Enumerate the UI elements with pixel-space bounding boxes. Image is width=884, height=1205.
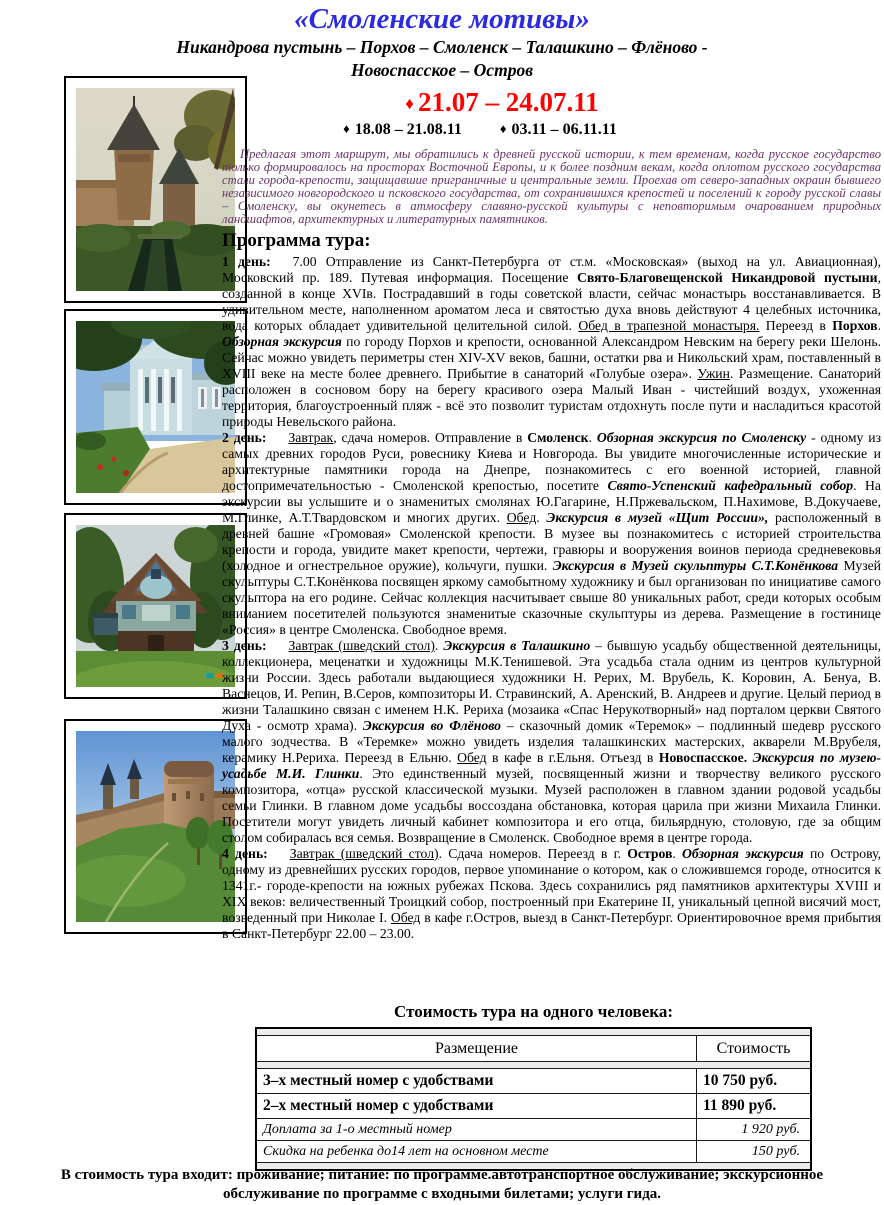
manor-house-illustration [76, 321, 235, 493]
route-line-2: Новоспасское – Остров [350, 60, 534, 80]
pricing-heading: Стоимость тура на одного человека: [394, 1002, 673, 1021]
room-type-cell: Скидка на ребенка до14 лет на основном месте [256, 1141, 697, 1163]
main-text-column [222, 148, 881, 942]
table-row [256, 1119, 811, 1141]
diamond-icon: ♦ [343, 121, 350, 136]
day-4-paragraph: 4 день: Завтрак (шведский стол). Сдача номеров. Переезд в г. Остров. Обзорная экскурсия по Острову, одному из древнейших русских городов, первое упоминание о котором, как о сложившемся городе, относится к 1341г.- городе-крепости на южных рубежах Пскова. Здесь сохранились ряд памятников архитектуры XVIII и XIX веков: величественный Троицкий собор, построенный при Екатерине II, уникальный цепной висячий мост, возведенный при Николае I. Обед в кафе г.Остров, выезд в Санкт-Петербург. Ориентировочное время прибытия в Санкт-Петербург 22.00 – 23.00. [222, 846, 882, 941]
pricing-header-row [256, 1036, 811, 1062]
date-option-2 [500, 121, 617, 138]
filler-row [256, 1028, 811, 1036]
diamond-icon: ♦ [405, 94, 414, 113]
page-title: «Смоленские мотивы» [294, 3, 590, 35]
date-text: 18.08 – 21.08.11 [354, 121, 462, 138]
price-cell: 1 920 руб. [697, 1119, 812, 1141]
route-line-1: Никандрова пустынь – Порхов – Смоленск – Талашкино – Флёново - [176, 37, 708, 57]
room-type-cell: Доплата за 1-о местный номер [256, 1119, 697, 1141]
table-row [256, 1141, 811, 1163]
price-cell: 11 890 руб. [697, 1094, 812, 1119]
footbridge [138, 234, 182, 239]
day-2-paragraph: 2 день: Завтрак, сдача номеров. Отправление в Смоленск. Обзорная экскурсия по Смоленску - одному из самых древних городов Руси, ровеснику Киева и Новгорода. Вы увидите многочисленные исторические и архитектурные памятники города на Днепре, познакомитесь с его военной историей, главной достопримечательностью - Смоленской крепостью, посетите Свято-Успенский кафедральный собор. На экскурсии вы услышите и о знаменитых смолянах Ю.Гагарине, Н.Пржевальском, П.Нахимове, В.Докучаеве, М.Глинке, А.Т.Твардовском и многих других. Обед. Экскурсия в музей «Щит России», расположенный в древней башне «Громовая» Смоленской крепости. В музее вы познакомитесь с историей строительства крепости и города, увидите макет крепости, чертежи, гравюры и вооружения воинов периода средневековья (холодное и огнестрельное оружие), кольчуги, пушки. Экскурсия в Музей скульптуры С.Т.Конёнкова Музей скульптуры С.Т.Конёнкова посвящен яркому самобытному художнику и был организован по инициативе самого скульптора на его родине. Сейчас коллекция насчитывает свыше 80 уникальных работ, среди которых особым вниманием посетителей пользуются знаменитые сказочные скульптуры из дерева. Размещение в гостинице «Россия» в центре Смоленска. Свободное время. [222, 430, 881, 637]
date-option-1 [343, 121, 466, 138]
day-1-paragraph: 1 день: 7.00 Отправление из Санкт-Петербурга от ст.м. «Московская» (выход на ул. Авиационная), Московский пр. 189. Путевая информация. Посещение Свято-Благовещенской Никандровой пустыни, созданной в конце XVIв. Пострадавший в годы советской власти, сейчас монастырь восстанавливается. В удивительном месте, наполненном ароматом леса и святостью духа вновь действуют 4 целебных источника, вода которых обладает удивительной целительной силой. Обед в трапезной монастыря. Переезд в Порхов. Обзорная экскурсия по городу Порхов и крепости, основанной Александром Невским на берегу реки Шелонь. Сейчас можно увидеть периметры стен XIV-XV веков, башни, остатки рва и Никольский храм, поставленный в XVIII веке на месте более древнего. Прибытие в санаторий «Голубые озера». Ужин. Размещение. Санаторий расположен в сосновом бору на берегу красивого озера Малый Иван - чистейший воздух, ухоженная территория, благоустроенный пляж - всё это позволит туристам отдохнуть после пути и насладиться красотой природы Невельского района. [222, 254, 881, 429]
room-type-cell: 2–х местный номер с удобствами [256, 1094, 697, 1119]
day-3-paragraph: 3 день: Завтрак (шведский стол). Экскурсия в Талашкино – бывшую усадьбу общественной деятельницы, коллекционера, меценатки и художницы М.К.Тенишевой. Эта усадьба стала одним из центров культурной жизни России. Здесь работали выдающиеся художники Н. Рерих, М. Врубель, К. Коровин, А. Бенуа, В. Васнецов, И. Репин, В.Серов, композиторы И. Стравинский, А. Аренский, В. Андреев и другие. Целый период в жизни Талашкино связан с именем Н.К. Рериха (мозаика «Спас Нерукотворный» над порталом церкви Святого Духа - осмотр храма). Экскурсия во Флёново – сказочный домик «Теремок» – подлинный шедевр русского малого зодчества. В «Теремке» можно увидеть изделия талашкинских мастерских, акварели М.Врубеля, керамику Н.Рериха. Переезд в Ельню. Обед в кафе в г.Ельня. Отъезд в Новоспасское. Экскурсия по музею-усадьбе М.И. Глинки. Это единственный музей, посвященный жизни и творчеству великого русского композитора, «отца» русской классической музыки. Музей расположен в главном здании родовой усадьбы семьи Глинки. В главном доме усадьбы воссоздана обстановка, которая царила при жизни Михаила Глинки. Посетители могут увидеть личный кабинет композитора и его отца, бильярдную, столовую, где за общим столом собиралась вся семья. Возвращение в Смоленск. Свободное время в центре города. [222, 638, 881, 845]
watermark [206, 673, 214, 678]
date-text: 03.11 – 06.11.11 [511, 121, 617, 138]
fortress-wall-hill-illustration [76, 731, 235, 922]
pricing-section [0, 1002, 884, 1171]
main-date-text: 21.07 – 24.07.11 [417, 87, 599, 117]
photo-teremok-flyonovo [64, 513, 247, 699]
price-cell: 150 руб. [697, 1141, 812, 1163]
photo-glinka-estate-house [64, 309, 247, 505]
intro-paragraph: Предлагая этот маршрут, мы обратились к древней русской истории, к тем временам, когда русское государство только формировалось на просторах Восточной Европы, и к более поздним векам, когда оплотом русского государства стали города-крепости, защищавшие приграничные и центральные земли. Проехав от северо-западных окраин бывшего независимого новгородского и псковского государства, от сохранившихся крепостей и поселений к городу русской славы – Смоленску, вы окунетесь в атмосферу славяно-русской культуры с неповторимым очарованием природных ландшафтов, архитектурных и литературных памятников. [222, 147, 881, 226]
accommodation-column-header: Размещение [256, 1036, 697, 1062]
diamond-icon: ♦ [499, 121, 507, 136]
fortress-towers-river-illustration [76, 88, 235, 291]
cost-column-header: Стоимость [697, 1036, 812, 1062]
program-heading: Программа тура: [222, 230, 371, 251]
table-row [256, 1094, 811, 1119]
pricing-table [255, 1027, 812, 1171]
teremok-house-illustration [76, 525, 235, 687]
filler-row [256, 1062, 811, 1069]
table-row [256, 1069, 811, 1094]
photo-smolensk-fortress-towers-river [64, 76, 247, 303]
included-services-footer: В стоимость тура входит: проживание; питание: по программе.автотранспортное обслуживание; экскурсионное обслуживание по программе с входными билетами; услуги гида. [60, 1167, 824, 1202]
price-cell: 10 750 руб. [697, 1069, 812, 1094]
room-type-cell: 3–х местный номер с удобствами [256, 1069, 697, 1094]
photo-smolensk-wall-tower-hill [64, 719, 247, 934]
